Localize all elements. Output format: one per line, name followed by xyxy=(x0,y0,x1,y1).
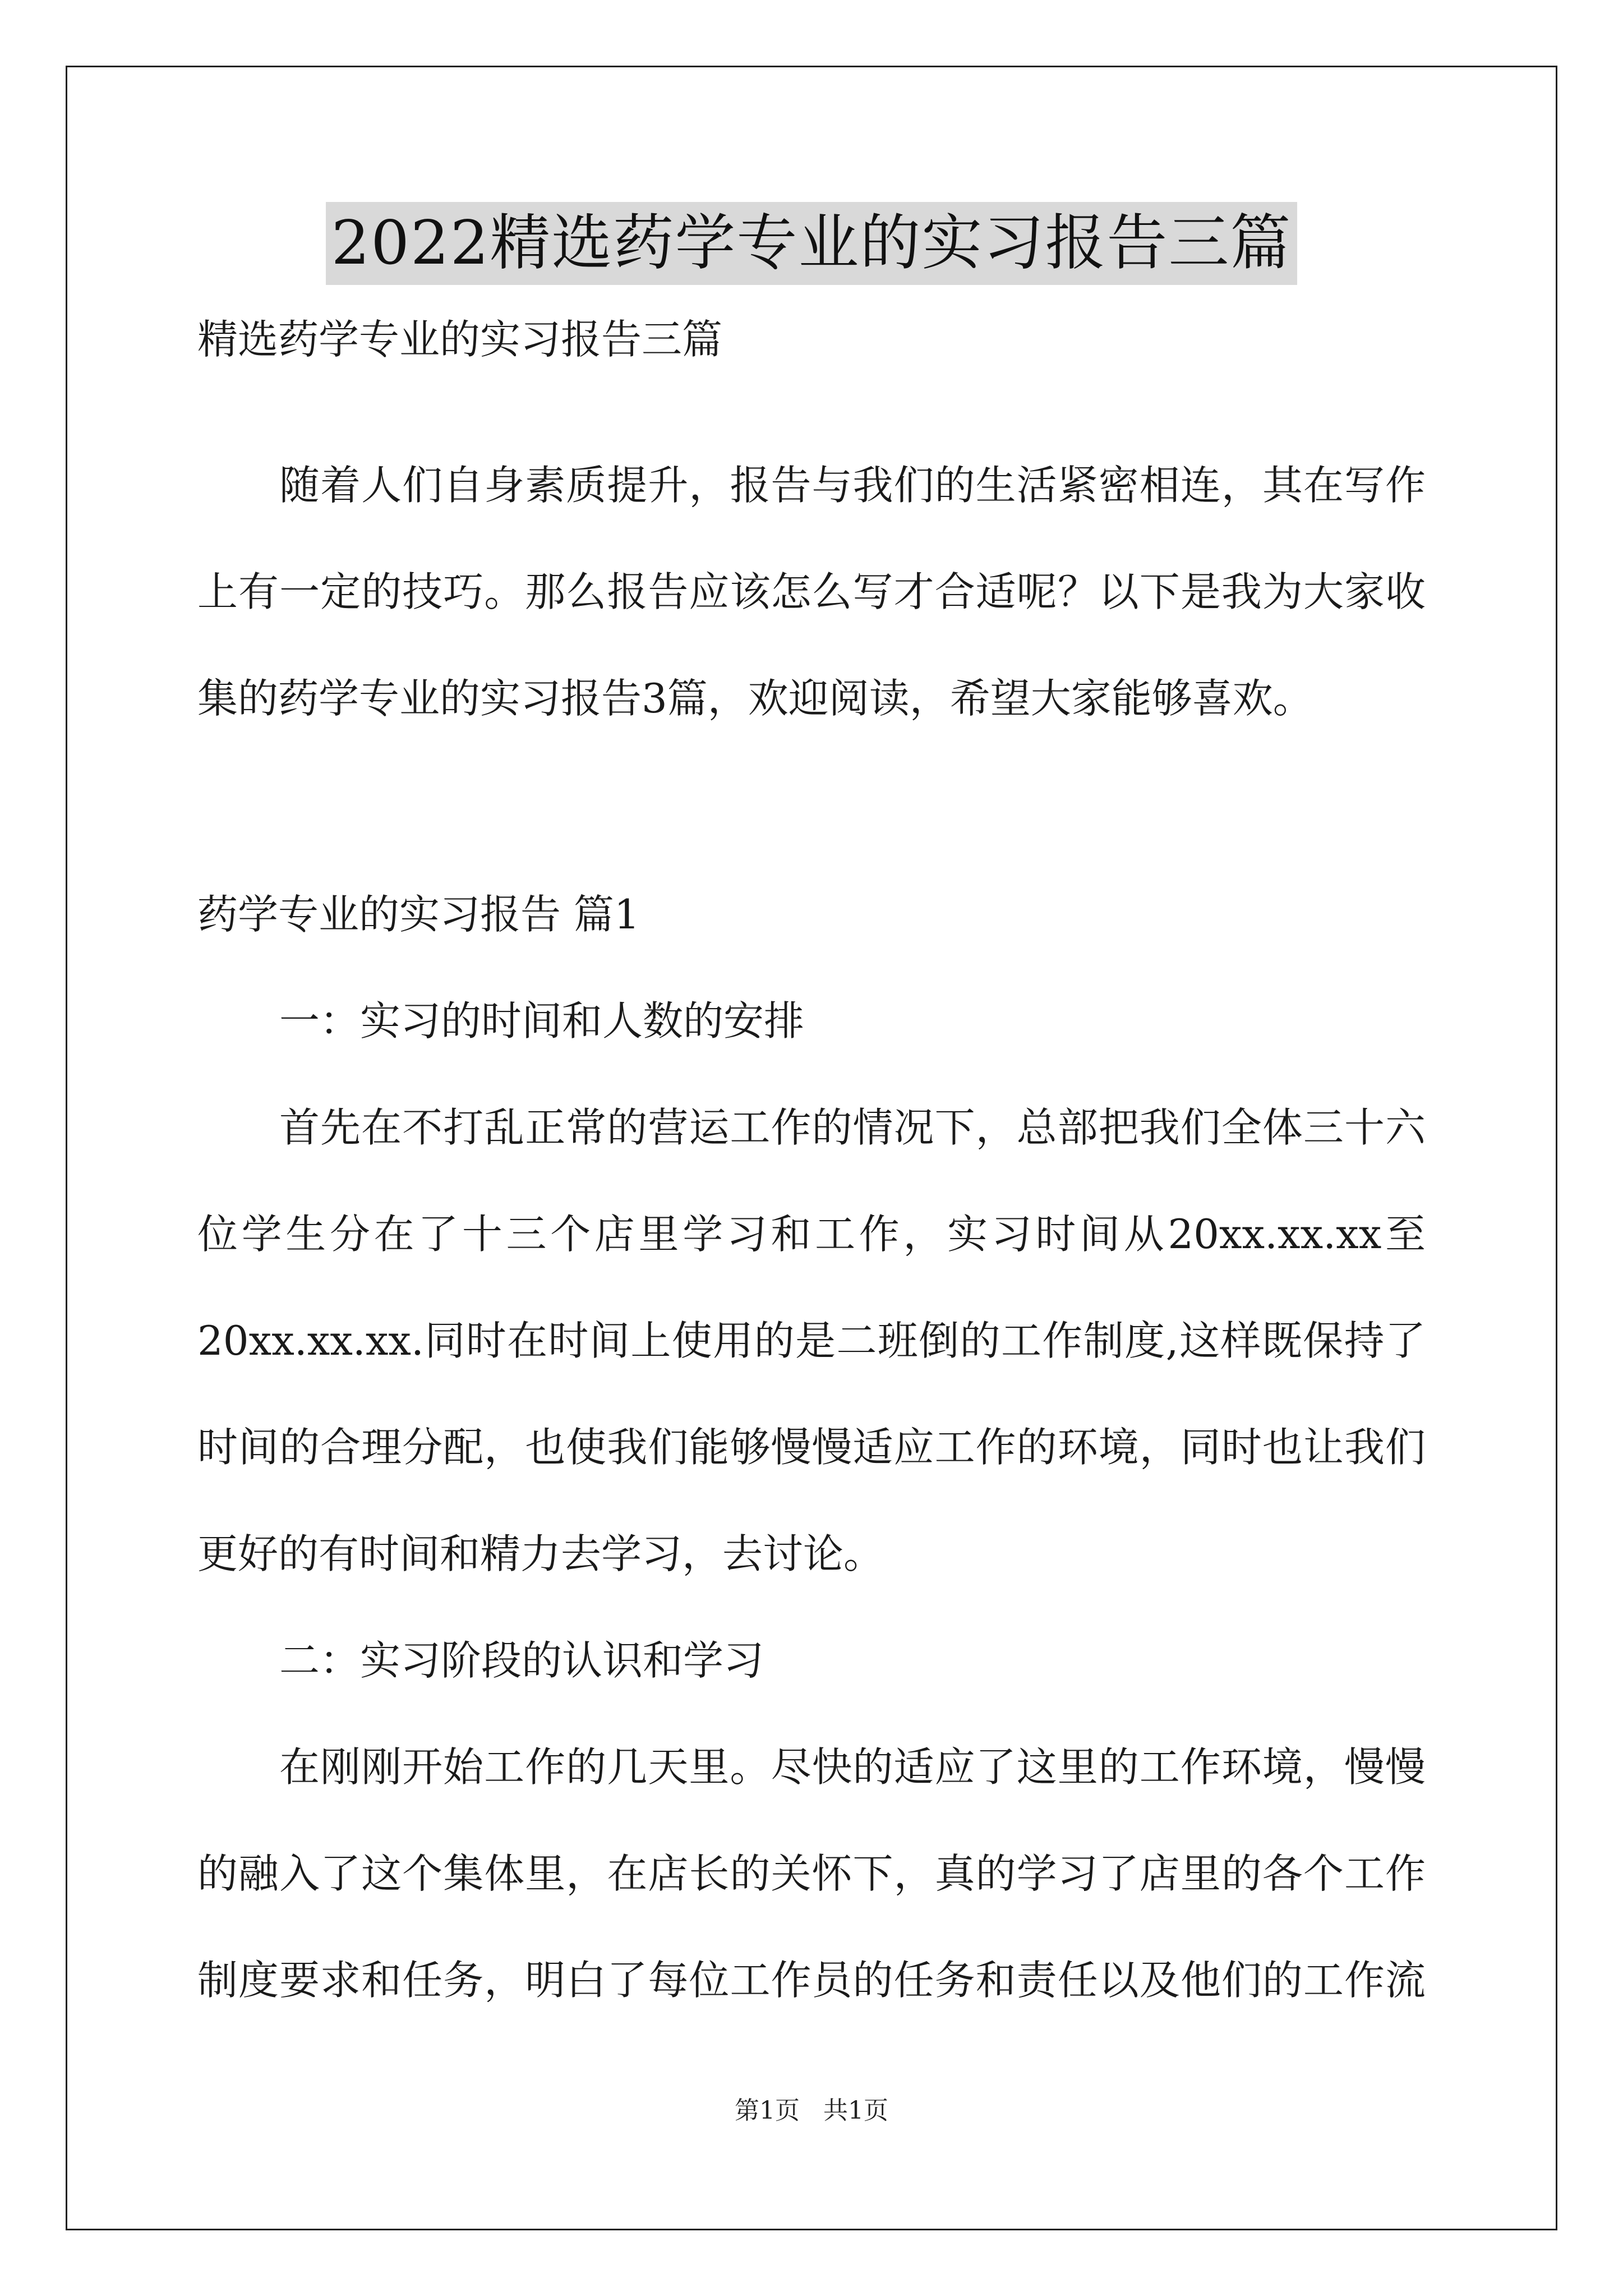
part1-heading: 一：实习的时间和人数的安排 xyxy=(279,997,805,1045)
title-container xyxy=(0,202,1623,285)
part2-line-1: 在刚刚开始工作的几天里。尽快的适应了这里的工作环境，慢慢 xyxy=(279,1743,1426,1791)
part2-line-3: 制度要求和任务，明白了每位工作员的任务和责任以及他们的工作流 xyxy=(197,1957,1426,2004)
part1-line-2: 位学生分在了十三个店里学习和工作，实习时间从20xx.xx.xx至 xyxy=(197,1211,1426,1258)
page-number-label: 第1页 共1页 xyxy=(735,2096,888,2125)
intro-line-3: 集的药学专业的实习报告3篇，欢迎阅读，希望大家能够喜欢。 xyxy=(197,675,1313,722)
document-title: 2022精选药学专业的实习报告三篇 xyxy=(326,202,1298,285)
part2-heading: 二：实习阶段的认识和学习 xyxy=(279,1637,764,1684)
document-subtitle: 精选药学专业的实习报告三篇 xyxy=(197,316,723,363)
page-footer xyxy=(0,2095,1623,2127)
intro-line-1: 随着人们自身素质提升，报告与我们的生活紧密相连，其在写作 xyxy=(279,462,1426,509)
section-heading: 药学专业的实习报告 篇1 xyxy=(197,891,640,938)
part2-line-2: 的融入了这个集体里，在店长的关怀下，真的学习了店里的各个工作 xyxy=(197,1850,1426,1897)
part1-line-5: 更好的有时间和精力去学习，去讨论。 xyxy=(197,1530,884,1577)
part1-line-1: 首先在不打乱正常的营运工作的情况下，总部把我们全体三十六 xyxy=(279,1104,1426,1151)
intro-line-2: 上有一定的技巧。那么报告应该怎么写才合适呢？以下是我为大家收 xyxy=(197,568,1426,615)
part1-line-3: 20xx.xx.xx.同时在时间上使用的是二班倒的工作制度,这样既保持了 xyxy=(197,1317,1426,1364)
part1-line-4: 时间的合理分配，也使我们能够慢慢适应工作的环境，同时也让我们 xyxy=(197,1424,1426,1471)
